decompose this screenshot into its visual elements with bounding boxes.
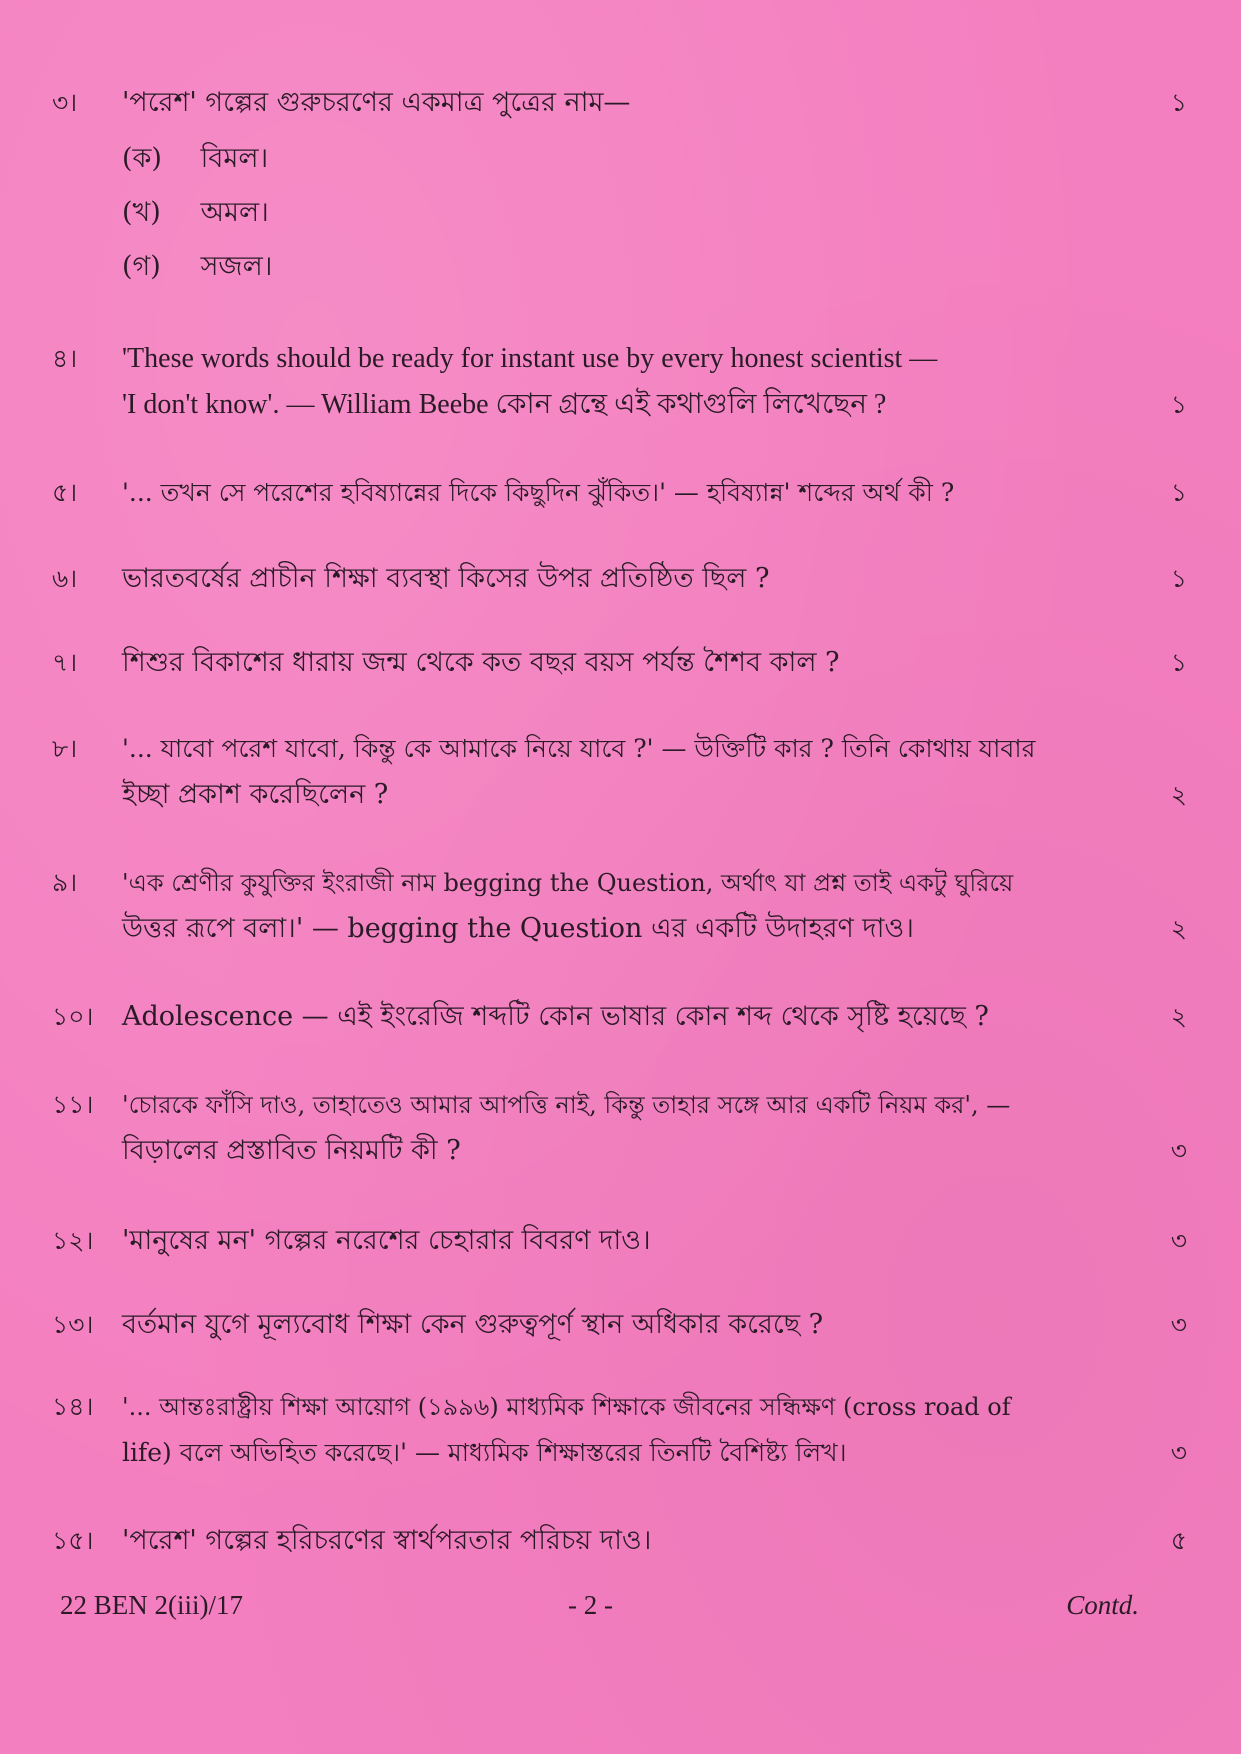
question-text (122, 1384, 1132, 1476)
question-marks: ২ (1170, 1002, 1187, 1031)
question-line: বিড়ালের প্রস্তাবিত নিয়মটি কী ? (122, 1135, 461, 1166)
question-line: 'I don't know'. — William Beebe কোন গ্রন্থে এই কথাগুলি লিখেছেন ? (122, 389, 887, 420)
question-number: ৪। (52, 344, 78, 373)
question-line: 'পরেশ' গল্পের গুরুচরণের একমাত্র পুত্রের নাম— (122, 87, 631, 118)
question-marks: ২ (1170, 914, 1187, 943)
question-12 (52, 1218, 1187, 1264)
option-label: (ক) (122, 143, 162, 174)
option-text: বিমল। (200, 143, 269, 174)
question-text (122, 994, 1132, 1040)
question-number: ৫। (52, 478, 78, 507)
question-line: '... আন্তঃরাষ্ট্রীয় শিক্ষা আয়োগ (১৯৯৬) মাধ্যমিক শিক্ষাকে জীবনের সন্ধিক্ষণ (cross road of (122, 1393, 1011, 1421)
question-4 (52, 336, 1187, 428)
question-number: ১৩। (52, 1310, 94, 1339)
question-number: ৯। (52, 868, 78, 897)
question-line: ভারতবর্ষের প্রাচীন শিক্ষা ব্যবস্থা কিসের উপর প্রতিষ্ঠিত ছিল ? (122, 563, 770, 594)
question-line: 'এক শ্রেণীর কুযুক্তির ইংরাজী নাম begging the Question, অর্থাৎ যা প্রশ্ন তাই একটু ঘুরিয়ে (122, 869, 1014, 897)
question-text (122, 1302, 1132, 1348)
question-13 (52, 1302, 1187, 1348)
question-text (122, 860, 1132, 952)
question-marks: ১ (1170, 390, 1187, 419)
question-5 (52, 470, 1187, 516)
question-number: ৬। (52, 564, 78, 593)
question-marks: ৫ (1170, 1526, 1187, 1555)
option-text: সজল। (200, 251, 273, 282)
question-number: ১১। (52, 1090, 94, 1119)
question-text (122, 470, 1132, 516)
question-7 (52, 640, 1187, 686)
question-number: ৮। (52, 734, 78, 763)
question-number: ৩। (52, 88, 78, 117)
question-number: ১০। (52, 1002, 94, 1031)
question-marks: ২ (1170, 780, 1187, 809)
page-number: - 2 - (568, 1590, 613, 1620)
question-marks: ১ (1170, 648, 1187, 677)
question-line: '... যাবো পরেশ যাবো, কিন্তু কে আমাকে নিয়ে যাবে ?' — উক্তিটি কার ? তিনি কোথায় যাবার (122, 734, 1036, 763)
question-marks: ৩ (1170, 1438, 1187, 1467)
question-6 (52, 556, 1187, 602)
question-11 (52, 1082, 1187, 1174)
question-line: 'These words should be ready for instant use by every honest scientist — (122, 343, 938, 374)
question-marks: ৩ (1170, 1226, 1187, 1255)
question-line: উত্তর রূপে বলা।' — begging the Question এর একটি উদাহরণ দাও। (122, 913, 914, 944)
question-line: life) বলে অভিহিত করেছে।' — মাধ্যমিক শিক্ষাস্তরের তিনটি বৈশিষ্ট্য লিখ। (122, 1438, 847, 1467)
question-line: বর্তমান যুগে মূল্যবোধ শিক্ষা কেন গুরুত্বপূর্ণ স্থান অধিকার করেছে ? (122, 1309, 824, 1340)
question-line: শিশুর বিকাশের ধারায় জন্ম থেকে কত বছর বয়স পর্যন্ত শৈশব কাল ? (122, 647, 840, 678)
option-label: (গ) (122, 251, 161, 282)
question-15 (52, 1518, 1187, 1564)
question-text (122, 336, 1132, 428)
question-text (122, 80, 1132, 126)
question-marks: ১ (1170, 88, 1187, 117)
question-number: ৭। (52, 648, 78, 677)
question-number: ১২। (52, 1226, 94, 1255)
question-text (122, 726, 1132, 818)
question-line: 'পরেশ' গল্পের হরিচরণের স্বার্থপরতার পরিচয় দাও। (122, 1525, 652, 1556)
question-14 (52, 1384, 1187, 1476)
question-text (122, 556, 1132, 602)
question-text (122, 640, 1132, 686)
question-9 (52, 860, 1187, 952)
question-10 (52, 994, 1187, 1040)
option-label: (খ) (122, 197, 161, 228)
question-marks: ৩ (1170, 1136, 1187, 1165)
question-line: Adolescence — এই ইংরেজি শব্দটি কোন ভাষার কোন শব্দ থেকে সৃষ্টি হয়েছে ? (122, 1001, 989, 1032)
question-8 (52, 726, 1187, 818)
question-text (122, 1518, 1132, 1564)
question-line: '... তখন সে পরেশের হবিষ্যান্নের দিকে কিছুদিন ঝুঁকিত।' — হবিষ্যান্ন' শব্দের অর্থ কী ? (122, 478, 955, 507)
question-marks: ১ (1170, 478, 1187, 507)
question-number: ১৪। (52, 1392, 94, 1421)
option-ga (122, 244, 272, 290)
question-marks: ৩ (1170, 1310, 1187, 1339)
question-line: 'মানুষের মন' গল্পের নরেশের চেহারার বিবরণ দাও। (122, 1225, 651, 1256)
question-line: ইচ্ছা প্রকাশ করেছিলেন ? (122, 779, 389, 810)
option-text: অমল। (200, 197, 269, 228)
option-kha (122, 190, 269, 236)
continued-label: Contd. (1066, 1590, 1139, 1620)
question-marks: ১ (1170, 564, 1187, 593)
question-number: ১৫। (52, 1526, 94, 1555)
question-text (122, 1218, 1132, 1264)
question-3 (52, 80, 1187, 126)
question-text (122, 1082, 1132, 1174)
option-ka (122, 136, 268, 182)
paper-code: 22 BEN 2(iii)/17 (60, 1590, 243, 1620)
question-line: 'চোরকে ফাঁসি দাও, তাহাতেও আমার আপত্তি নাই, কিন্তু তাহার সঙ্গে আর একটি নিয়ম কর', — (122, 1091, 1011, 1119)
